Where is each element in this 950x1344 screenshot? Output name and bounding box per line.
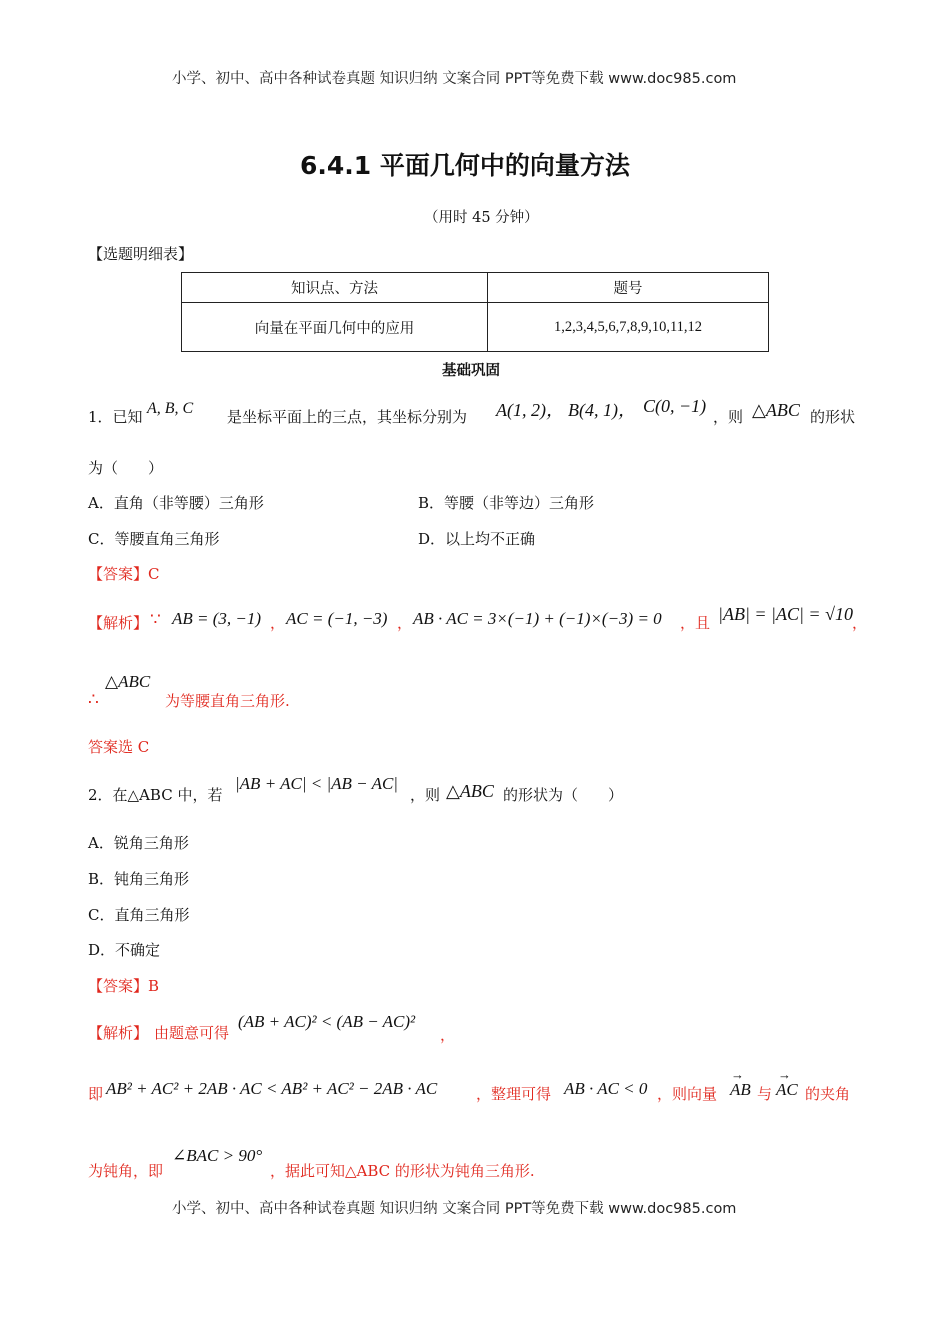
q1-formula-ac: AC = (−1, −3) — [286, 609, 388, 628]
q2-line3-prefix: 为钝角，即 — [88, 1162, 164, 1180]
q2-vector-ab: AB — [730, 1080, 751, 1099]
q2-analysis-text: 由题意可得 — [154, 1024, 230, 1042]
table-header: 题号 — [488, 273, 769, 303]
q2-option-a: A．锐角三角形 — [88, 834, 189, 852]
q2-line2-tail: 的夹角 — [805, 1085, 851, 1103]
q2-triangle: △ABC — [446, 781, 494, 801]
q2-option-d: D．不确定 — [88, 941, 161, 959]
q2-line2-mid: ，整理可得 — [476, 1085, 552, 1103]
q1-prefix: 1．已知 — [88, 408, 143, 426]
footer-banner: 小学、初中、高中各种试卷真题 知识归纳 文案合同 PPT等免费下载 www.doc985.com — [172, 1201, 737, 1217]
vector-arrow-icon: → — [778, 1067, 791, 1082]
therefore-icon: ∴ — [88, 690, 99, 710]
q2-analysis-label: 【解析】 — [88, 1024, 149, 1042]
q2-line2-prefix: 即 — [88, 1085, 104, 1103]
q2-after: ，则 — [410, 786, 441, 804]
because-icon: ∵ — [150, 610, 161, 630]
q2-comma1: ， — [440, 1026, 456, 1044]
topic-table — [181, 272, 769, 352]
table-header: 知识点、方法 — [182, 273, 488, 303]
table-row — [182, 303, 769, 352]
q2-vector-ac: AC — [776, 1080, 798, 1099]
q1-answer: 【答案】C — [88, 565, 160, 583]
q1-choose: 答案选 C — [88, 738, 150, 756]
q2-formula-dot: AB · AC < 0 — [564, 1079, 648, 1098]
q1-option-b: B．等腰（非等边）三角形 — [418, 494, 595, 512]
detail-label: 【选题明细表】 — [88, 245, 194, 263]
q2-prefix: 2．在△ABC 中，若 — [88, 786, 223, 804]
section-heading: 基础巩固 — [442, 363, 500, 379]
q2-line3-tail: ，据此可知△ABC 的形状为钝角三角形. — [270, 1162, 535, 1180]
q1-analysis-label: 【解析】 — [88, 614, 149, 632]
q1-tail: 的形状 — [810, 408, 856, 426]
q2-formula-expand: AB² + AC² + 2AB · AC < AB² + AC² − 2AB · AC — [106, 1079, 438, 1098]
table-cell: 向量在平面几何中的应用 — [182, 303, 488, 352]
q1-formula-dot: AB · AC = 3×(−1) + (−1)×(−3) = 0 — [413, 609, 662, 628]
q1-triangle-2: △ABC — [105, 672, 151, 691]
q1-conclusion: 为等腰直角三角形. — [165, 692, 290, 710]
q1-sep2: ， — [397, 614, 413, 632]
q1-conj: ，且 — [680, 614, 711, 632]
q1-sep1: ， — [270, 614, 286, 632]
q1-coord-a: A(1, 2)， — [496, 400, 564, 420]
q1-option-a: A．直角（非等腰）三角形 — [88, 494, 264, 512]
vector-arrow-icon: → — [731, 1067, 744, 1082]
q1-option-d: D．以上均不正确 — [418, 530, 536, 548]
q1-line2: 为（ ） — [88, 459, 164, 477]
q1-option-c: C．等腰直角三角形 — [88, 530, 220, 548]
q2-formula-square: (AB + AC)² < (AB − AC)² — [238, 1012, 416, 1031]
q2-condition: |AB + AC| < |AB − AC| — [235, 774, 398, 793]
q1-middle: 是坐标平面上的三点，其坐标分别为 — [227, 408, 468, 426]
q2-option-c: C．直角三角形 — [88, 906, 190, 924]
page-title: 6.4.1 平面几何中的向量方法 — [300, 151, 630, 180]
q1-triangle: △ABC — [752, 400, 800, 420]
q1-after: ，则 — [713, 408, 744, 426]
q2-line2-and: 与 — [757, 1085, 773, 1103]
q1-points: A, B, C — [147, 400, 194, 417]
time-note: （用时 45 分钟） — [424, 210, 539, 226]
q1-formula-ab: AB = (3, −1) — [172, 609, 262, 628]
q1-coord-c: C(0, −1) — [643, 396, 707, 416]
header-banner: 小学、初中、高中各种试卷真题 知识归纳 文案合同 PPT等免费下载 www.doc985.com — [172, 71, 737, 87]
q2-line2-mid2: ，则向量 — [657, 1085, 718, 1103]
q2-tail: 的形状为（ ） — [503, 786, 624, 804]
q2-option-b: B．钝角三角形 — [88, 870, 190, 888]
table-header-row — [182, 273, 769, 303]
q1-formula-len: |AB| = |AC| = √10 — [718, 604, 853, 624]
table-cell: 1,2,3,4,5,6,7,8,9,10,11,12 — [488, 303, 769, 352]
q2-answer: 【答案】B — [88, 977, 160, 995]
q1-coord-b: B(4, 1)， — [568, 400, 636, 420]
q2-formula-angle: ∠BAC > 90° — [172, 1146, 263, 1165]
q1-comma-end: ， — [852, 614, 868, 632]
